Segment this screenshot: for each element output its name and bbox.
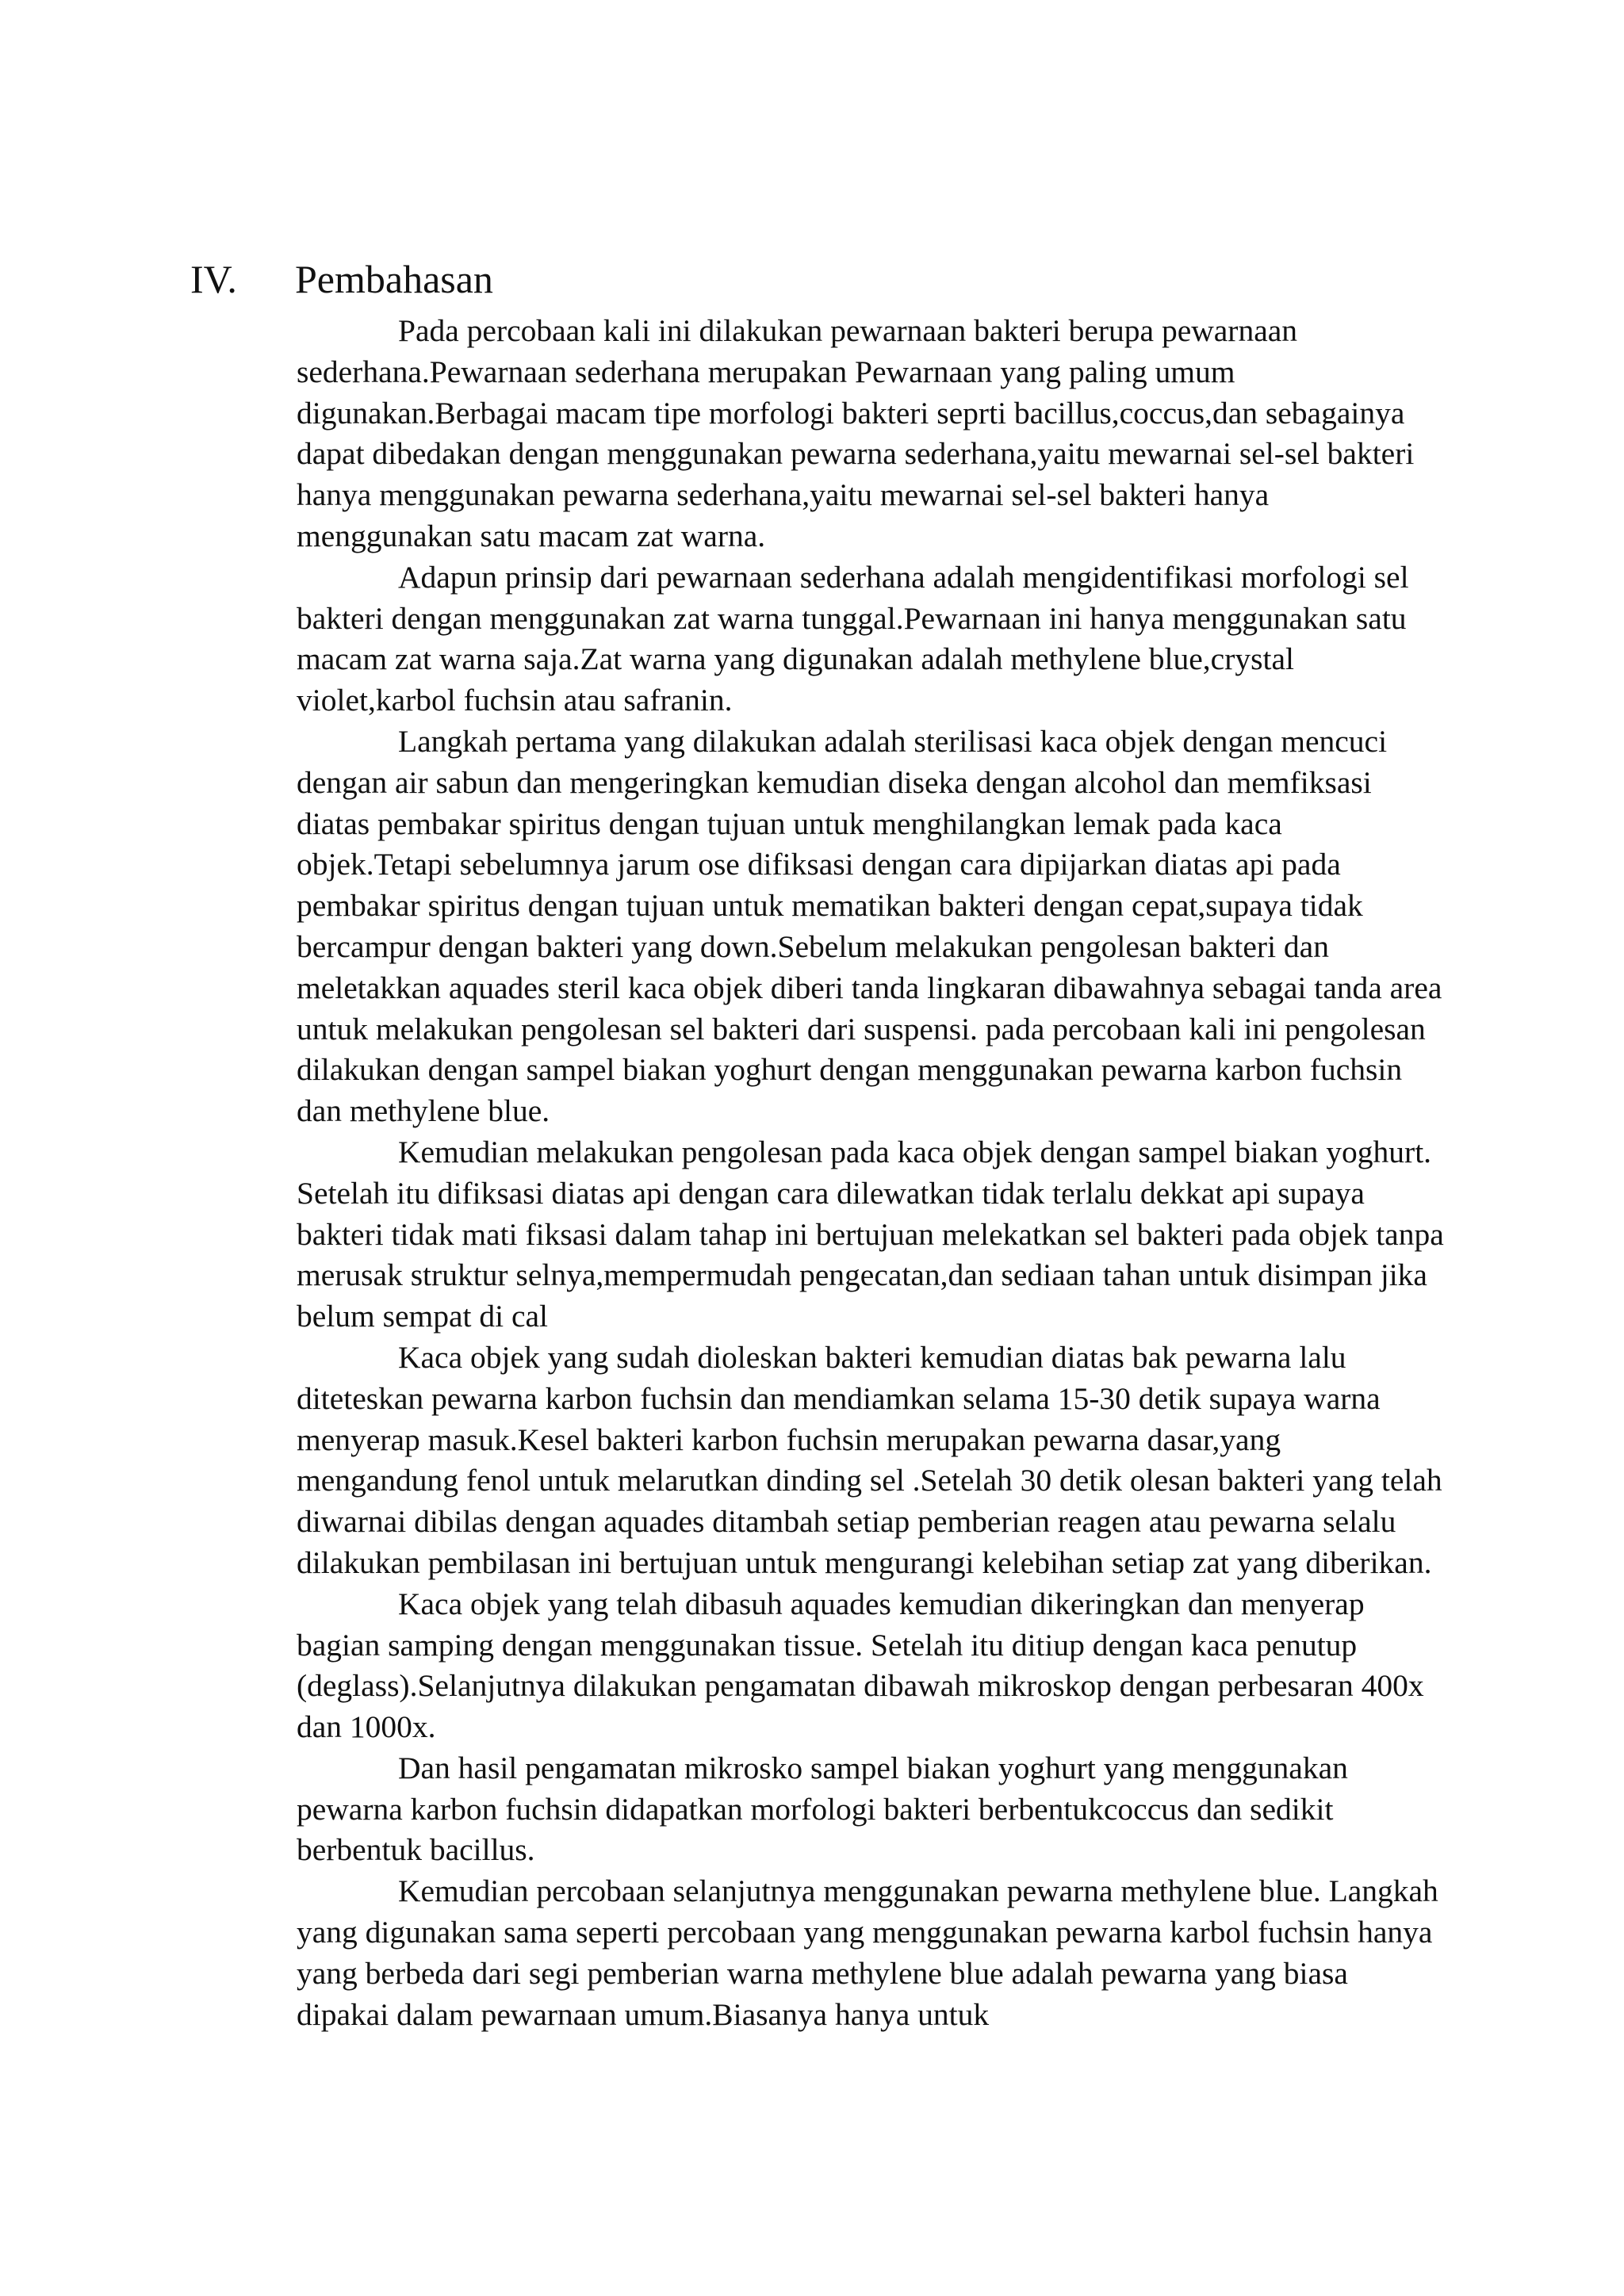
paragraph: Kaca objek yang sudah dioleskan bakteri kemudian diatas bak pewarna lalu diteteskan pewarna karbon fuchsin dan mendiamkan selama 15-30 detik supaya warna menyerap masuk.Kesel bakteri karbon fuchsin merupakan pewarna dasar,yang mengandung fenol untuk melarutkan dinding sel .Setelah 30 detik olesan bakteri yang telah diwarnai dibilas dengan aquades ditambah setiap pemberian reagen atau pewarna selalu dilakukan pembilasan ini bertujuan untuk mengurangi kelebihan setiap zat yang diberikan. <box>297 1339 1442 1580</box>
paragraph: Kaca objek yang telah dibasuh aquades kemudian dikeringkan dan menyerap bagian samping dengan menggunakan tissue. Setelah itu ditiup dengan kaca penutup (deglass).Selanjutnya dilakukan pengamatan dibawah mikroskop dengan perbesaran 400x dan 1000x. <box>297 1586 1424 1745</box>
section-body <box>297 311 1445 2035</box>
paragraph: Adapun prinsip dari pewarnaan sederhana adalah mengidentifikasi morfologi sel bakteri dengan menggunakan zat warna tunggal.Pewarnaan ini hanya menggunakan satu macam zat warna saja.Zat warna yang digunakan adalah methylene blue,crystal violet,karbol fuchsin atau safranin. <box>297 559 1409 718</box>
paragraph: Langkah pertama yang dilakukan adalah sterilisasi kaca objek dengan mencuci dengan air sabun dan mengeringkan kemudian diseka dengan alcohol dan memfiksasi diatas pembakar spiritus dengan tujuan untuk menghilangkan lemak pada kaca objek.Tetapi sebelumnya jarum ose difiksasi dengan cara dipijarkan diatas api pada pembakar spiritus dengan tujuan untuk mematikan bakteri dengan cepat,supaya tidak bercampur dengan bakteri yang down.Sebelum melakukan pengolesan bakteri dan meletakkan aquades steril kaca objek diberi tanda lingkaran dibawahnya sebagai tanda area untuk melakukan pengolesan sel bakteri dari suspensi. pada percobaan kali ini pengolesan dilakukan dengan sampel biakan yoghurt dengan menggunakan pewarna karbon fuchsin dan methylene blue. <box>297 723 1442 1129</box>
paragraph: Pada percobaan kali ini dilakukan pewarnaan bakteri berupa pewarnaan sederhana.Pewarnaan sederhana merupakan Pewarnaan yang paling umum digunakan.Berbagai macam tipe morfologi bakteri seprti bacillus,coccus,dan sebagainya dapat dibedakan dengan menggunakan pewarna sederhana,yaitu mewarnai sel-sel bakteri hanya menggunakan pewarna sederhana,yaitu mewarnai sel-sel bakteri hanya menggunakan satu macam zat warna. <box>297 313 1415 553</box>
paragraph: Kemudian melakukan pengolesan pada kaca objek dengan sampel biakan yoghurt. Setelah itu difiksasi diatas api dengan cara dilewatkan tidak terlalu dekkat api supaya bakteri tidak mati fiksasi dalam tahap ini bertujuan melekatkan sel bakteri pada objek tanpa merusak struktur selnya,mempermudah pengecatan,dan sediaan tahan untuk disimpan jika belum sempat di cal <box>297 1134 1444 1334</box>
paragraph: Kemudian percobaan selanjutnya menggunakan pewarna methylene blue. Langkah yang digunakan sama seperti percobaan yang menggunakan pewarna karbol fuchsin hanya yang berbeda dari segi pemberian warna methylene blue adalah pewarna yang biasa dipakai dalam pewarnaan umum.Biasanya hanya untuk <box>297 1873 1438 2032</box>
section-title: Pembahasan <box>295 257 493 301</box>
paragraph: Dan hasil pengamatan mikrosko sampel biakan yoghurt yang menggunakan pewarna karbon fuchsin didapatkan morfologi bakteri berbentukcoccus dan sedikit berbentuk bacillus. <box>297 1750 1348 1868</box>
section-heading <box>190 255 493 303</box>
section-number: IV. <box>190 257 237 301</box>
